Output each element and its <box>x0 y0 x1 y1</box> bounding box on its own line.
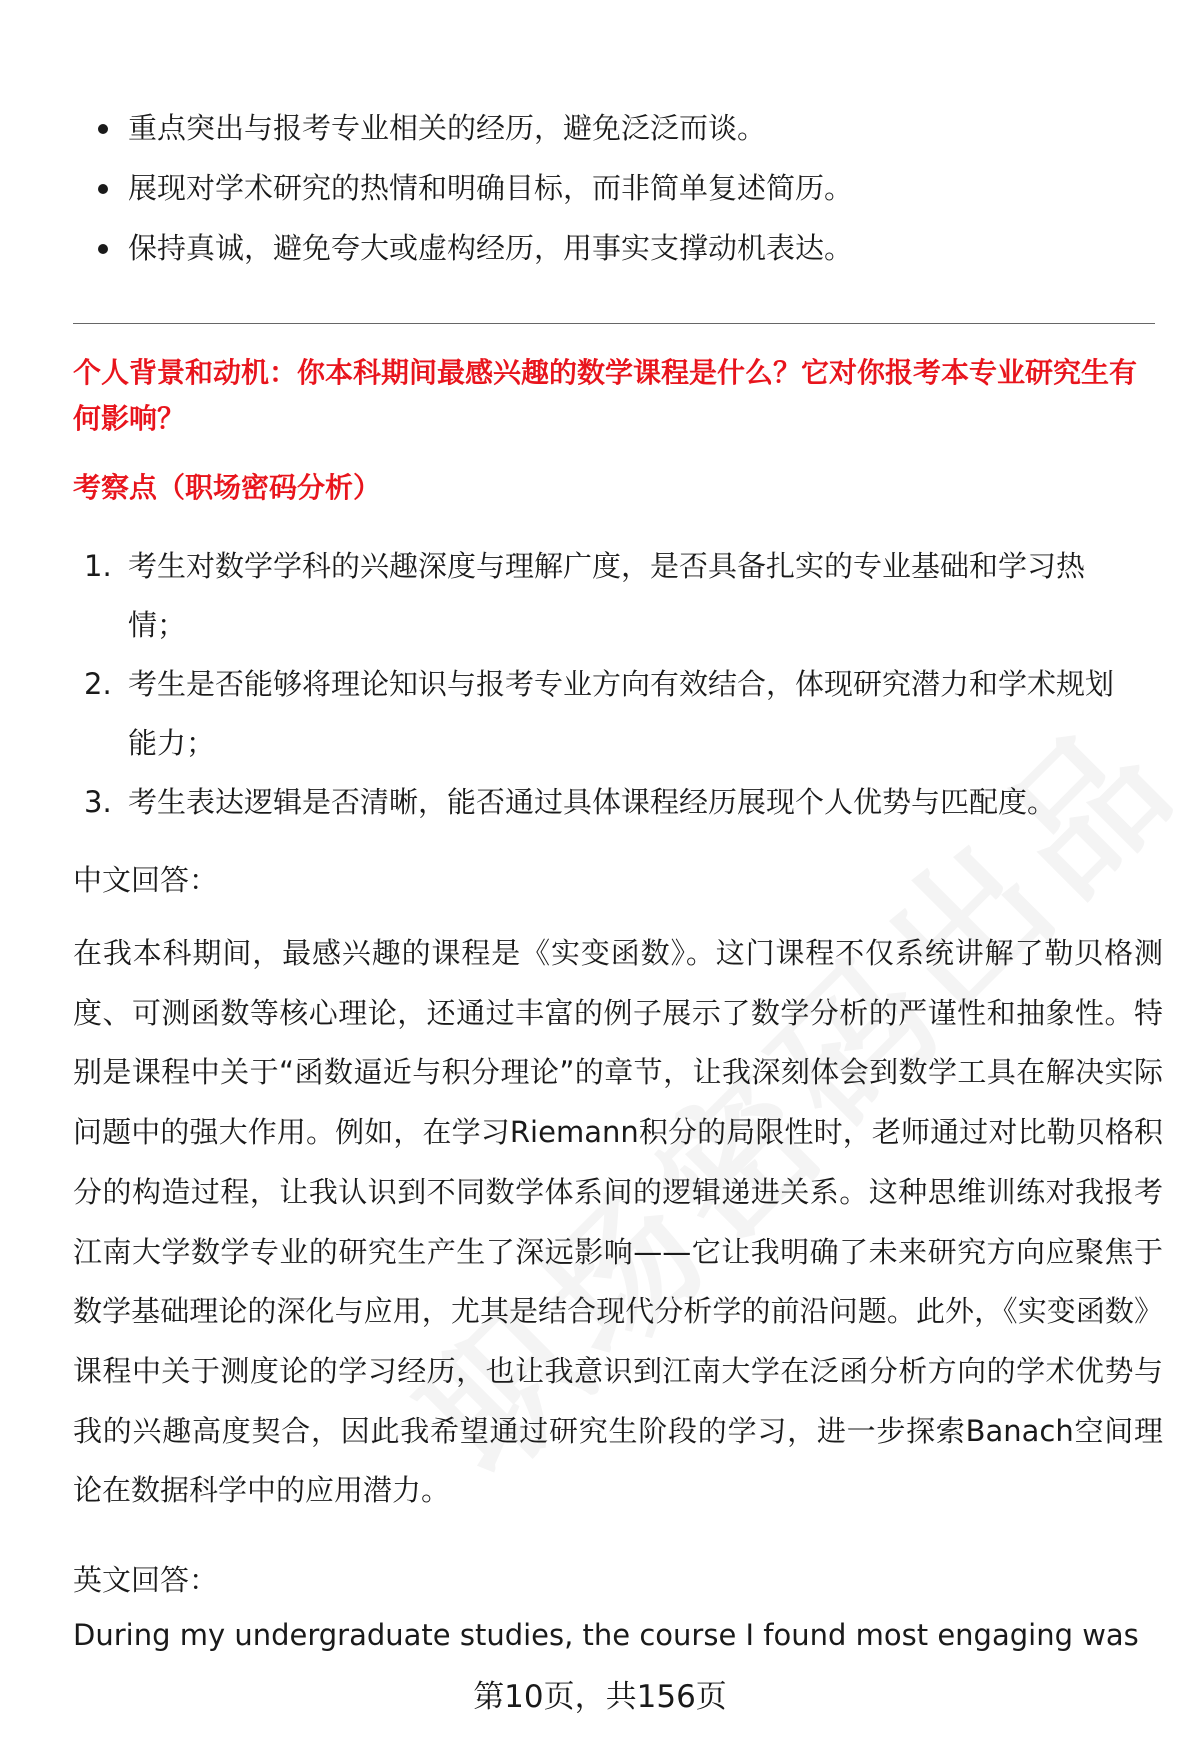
assessment-points-list <box>0 537 1200 832</box>
question-heading: 个人背景和动机：你本科期间最感兴趣的数学课程是什么？它对你报考本专业研究生有何影响？ <box>73 356 1138 435</box>
bullet-dot-icon <box>98 184 108 194</box>
tip-item: 保持真诚，避免夸大或虚构经历，用事实支撑动机表达。 <box>0 218 1200 278</box>
tip-item: 重点突出与报考专业相关的经历，避免泛泛而谈。 <box>0 98 1200 158</box>
chinese-answer-label: 中文回答： <box>73 863 219 897</box>
assessment-point: 3. 考生表达逻辑是否清晰，能否通过具体课程经历展现个人优势与匹配度。 <box>84 785 1057 819</box>
assessment-points-heading: 考察点（职场密码分析） <box>73 471 382 504</box>
chinese-answer-paragraph: 在我本科期间，最感兴趣的课程是《实变函数》。这门课程不仅系统讲解了勒贝格测度、可测函数等核心理论，还通过丰富的例子展示了数学分析的严谨性和抽象性。特别是课程中关于“函数逼近与积分理论”的章节，让我深刻体会到数学工具在解决实际问题中的强大作用。例如，在学习Riemann积分的局限性时，老师通过对比勒贝格积分的构造过程，让我认识到不同数学体系间的逻辑递进关系。这种思维训练对我报考江南大学数学专业的研究生产生了深远影响——它让我明确了未来研究方向应聚焦于数学基础理论的深化与应用，尤其是结合现代分析学的前沿问题。此外，《实变函数》课程中关于测度论的学习经历，也让我意识到江南大学在泛函分析方向的学术优势与我的兴趣高度契合，因此我希望通过研究生阶段的学习，进一步探索Banach空间理论在数据科学中的应用潜力。 <box>73 936 1163 1508</box>
english-answer-label: 英文回答： <box>73 1563 219 1597</box>
page-number: 第10页，共156页 <box>473 1679 727 1715</box>
tip-item: 展现对学术研究的热情和明确目标，而非简单复述简历。 <box>0 158 1200 218</box>
assessment-point: 1. 考生对数学学科的兴趣深度与理解广度，是否具备扎实的专业基础和学习热情； <box>84 549 1086 642</box>
english-answer-paragraph: During my undergraduate studies, the course I found most engaging was <box>73 1618 1139 1652</box>
section-divider <box>73 323 1155 324</box>
tips-list <box>0 98 1200 278</box>
bullet-dot-icon <box>98 244 108 254</box>
bullet-dot-icon <box>98 124 108 134</box>
assessment-point: 2. 考生是否能够将理论知识与报考专业方向有效结合，体现研究潜力和学术规划能力； <box>84 667 1115 760</box>
